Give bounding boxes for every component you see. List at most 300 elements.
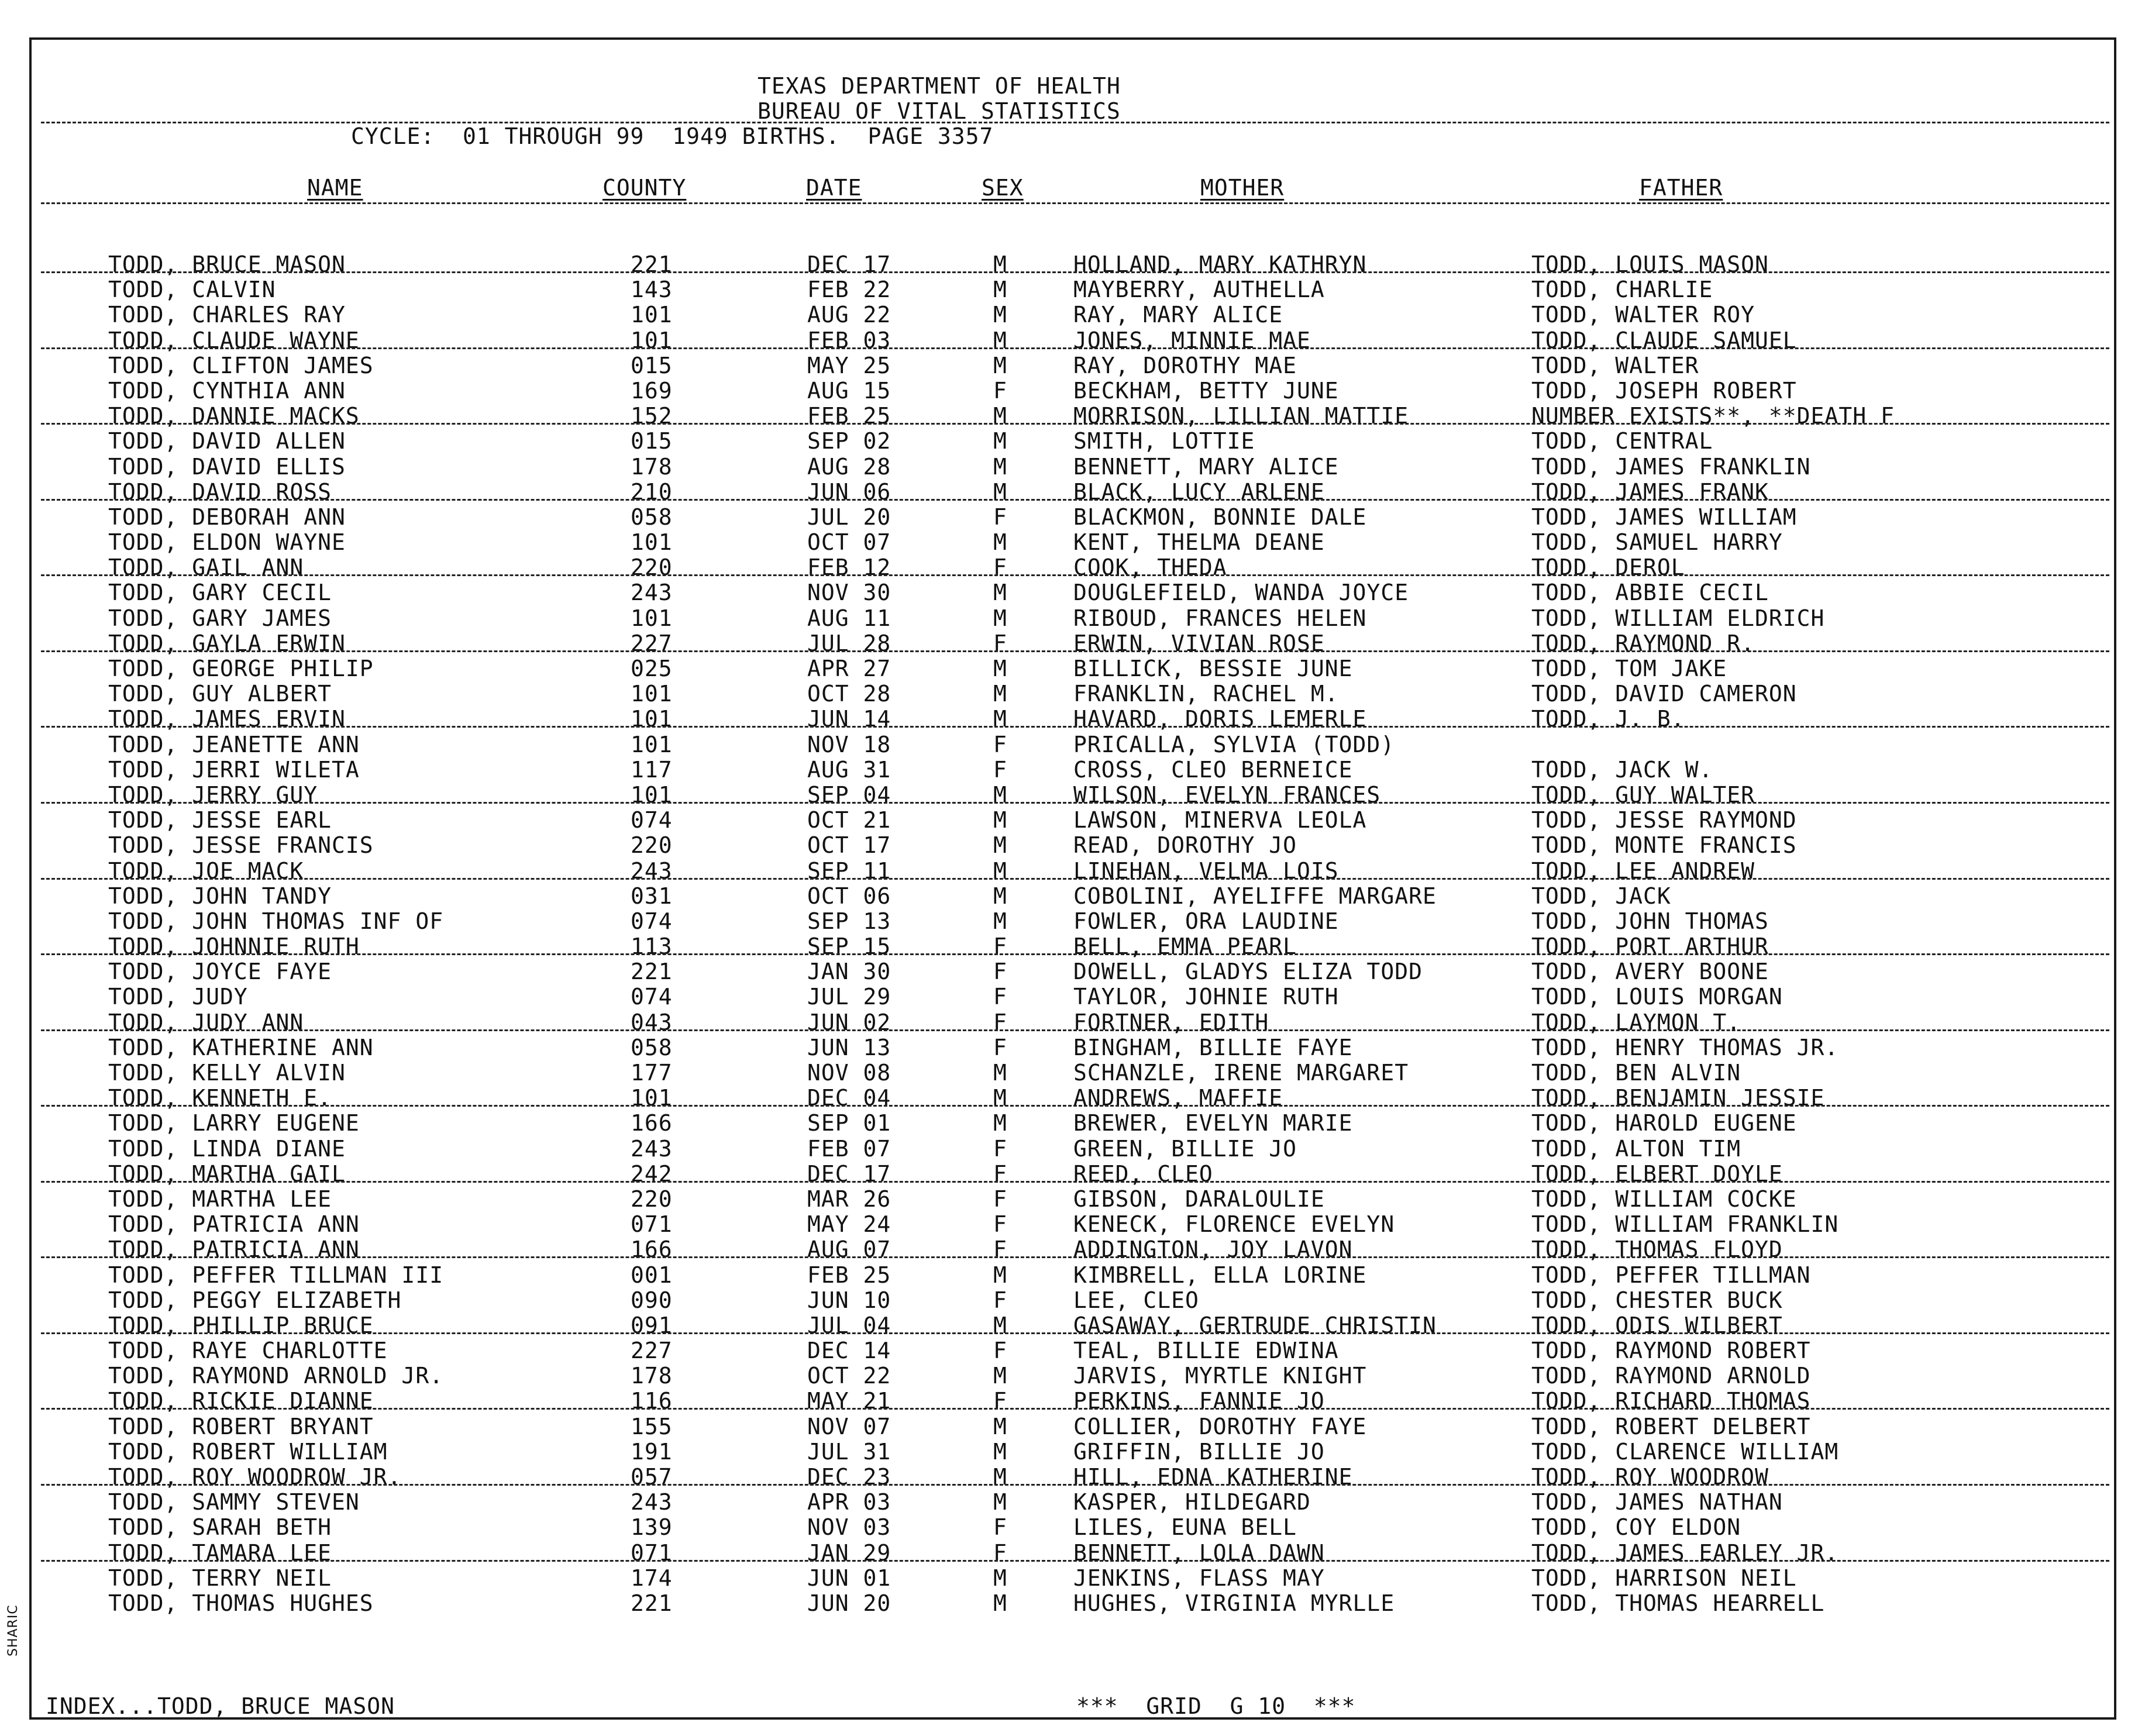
sex-cell: F — [993, 1287, 1007, 1313]
date-cell: FEB 07 — [807, 1135, 891, 1162]
name-cell: TODD, MARTHA GAIL — [108, 1160, 346, 1187]
table-row — [0, 935, 2145, 960]
father-cell: TODD, SAMUEL HARRY — [1531, 529, 1783, 556]
county-cell: 169 — [631, 377, 673, 404]
column-header-father: FATHER — [1639, 175, 1723, 201]
name-cell: TODD, CLAUDE WAYNE — [108, 327, 360, 353]
table-row — [0, 480, 2145, 505]
date-cell: AUG 28 — [807, 453, 891, 480]
mother-cell: KASPER, HILDEGARD — [1073, 1489, 1311, 1515]
mother-cell: BREWER, EVELYN MARIE — [1073, 1110, 1353, 1136]
father-cell: TODD, JESSE RAYMOND — [1531, 807, 1797, 833]
sex-cell: M — [993, 277, 1007, 303]
county-cell: 101 — [631, 706, 673, 732]
date-cell: MAR 26 — [807, 1186, 891, 1212]
sex-cell: M — [993, 428, 1007, 454]
table-row — [0, 707, 2145, 732]
sex-cell: F — [993, 1160, 1007, 1187]
mother-cell: RAY, MARY ALICE — [1073, 302, 1283, 328]
sex-cell: F — [993, 1034, 1007, 1060]
county-cell: 101 — [631, 605, 673, 631]
column-header-name: NAME — [307, 175, 363, 201]
father-cell: TODD, WILLIAM ELDRICH — [1531, 605, 1825, 631]
mother-cell: LILES, EUNA BELL — [1073, 1514, 1297, 1541]
county-cell: 101 — [631, 302, 673, 328]
father-cell: TODD, COY ELDON — [1531, 1514, 1741, 1541]
sex-cell: M — [993, 781, 1007, 808]
county-cell: 113 — [631, 934, 673, 960]
date-cell: AUG 22 — [807, 302, 891, 328]
table-row — [0, 581, 2145, 606]
table-row — [0, 859, 2145, 884]
sex-cell: F — [993, 731, 1007, 757]
county-cell: 001 — [631, 1262, 673, 1288]
mother-cell: READ, DOROTHY JO — [1073, 832, 1297, 859]
county-cell: 074 — [631, 984, 673, 1010]
name-cell: TODD, PATRICIA ANN — [108, 1211, 360, 1238]
name-cell: TODD, GARY CECIL — [108, 580, 332, 606]
date-cell: SEP 02 — [807, 428, 891, 454]
date-cell: FEB 25 — [807, 403, 891, 429]
father-cell: TODD, ODIS WILBERT — [1531, 1312, 1783, 1338]
county-cell: 101 — [631, 529, 673, 556]
date-cell: DEC 17 — [807, 1160, 891, 1187]
father-cell: TODD, RAYMOND ROBERT — [1531, 1338, 1811, 1364]
name-cell: TODD, JOHN THOMAS INF OF — [108, 908, 444, 934]
table-row — [0, 556, 2145, 581]
cycle-line: CYCLE: 01 THROUGH 99 1949 BIRTHS. PAGE 3357 — [351, 123, 994, 149]
table-row — [0, 833, 2145, 859]
mother-cell: BINGHAM, BILLIE FAYE — [1073, 1034, 1353, 1060]
sex-cell: M — [993, 1060, 1007, 1086]
column-header-sex: SEX — [982, 175, 1024, 201]
county-cell: 071 — [631, 1211, 673, 1238]
table-row — [0, 682, 2145, 707]
name-cell: TODD, LARRY EUGENE — [108, 1110, 360, 1136]
table-row — [0, 733, 2145, 758]
name-cell: TODD, JERRY GUY — [108, 781, 318, 808]
mother-cell: HILL, EDNA KATHERINE — [1073, 1464, 1353, 1490]
date-cell: DEC 04 — [807, 1085, 891, 1111]
sex-cell: M — [993, 252, 1007, 277]
name-cell: TODD, JOHN TANDY — [108, 883, 332, 909]
name-cell: TODD, KELLY ALVIN — [108, 1060, 346, 1086]
county-cell: 071 — [631, 1539, 673, 1566]
mother-cell: COLLIER, DOROTHY FAYE — [1073, 1413, 1367, 1439]
father-cell: TODD, JAMES EARLEY JR. — [1531, 1539, 1839, 1566]
sex-cell: M — [993, 529, 1007, 556]
father-cell: TODD, J. B. — [1531, 706, 1685, 732]
sex-cell: F — [993, 756, 1007, 783]
father-cell: TODD, ROBERT DELBERT — [1531, 1413, 1811, 1439]
name-cell: TODD, JAMES ERVIN — [108, 706, 346, 732]
father-cell: TODD, CENTRAL — [1531, 428, 1713, 454]
sex-cell: F — [993, 1539, 1007, 1566]
sex-cell: M — [993, 580, 1007, 606]
table-row — [0, 1490, 2145, 1515]
sex-cell: M — [993, 1363, 1007, 1389]
table-row — [0, 783, 2145, 808]
mother-cell: JENKINS, FLASS MAY — [1073, 1565, 1325, 1591]
name-cell: TODD, DAVID ROSS — [108, 478, 332, 505]
county-cell: 074 — [631, 908, 673, 934]
name-cell: TODD, TERRY NEIL — [108, 1565, 332, 1591]
table-row — [0, 1415, 2145, 1440]
table-row — [0, 1566, 2145, 1592]
mother-cell: LAWSON, MINERVA LEOLA — [1073, 807, 1367, 833]
name-cell: TODD, PATRICIA ANN — [108, 1236, 360, 1263]
county-cell: 243 — [631, 580, 673, 606]
mother-cell: MORRISON, LILLIAN MATTIE — [1073, 403, 1409, 429]
mother-cell: REED, CLEO — [1073, 1160, 1213, 1187]
father-cell: TODD, WILLIAM FRANKLIN — [1531, 1211, 1839, 1238]
name-cell: TODD, CLIFTON JAMES — [108, 352, 374, 378]
county-cell: 058 — [631, 1034, 673, 1060]
mother-cell: BENNETT, MARY ALICE — [1073, 453, 1339, 480]
father-cell: TODD, CLAUDE SAMUEL — [1531, 327, 1797, 353]
mother-cell: MAYBERRY, AUTHELLA — [1073, 277, 1325, 303]
date-cell: AUG 31 — [807, 756, 891, 783]
table-row — [0, 1086, 2145, 1111]
county-cell: 101 — [631, 681, 673, 707]
table-row — [0, 632, 2145, 657]
side-mark: SHARIC — [6, 1604, 20, 1656]
sex-cell: M — [993, 681, 1007, 707]
date-cell: OCT 07 — [807, 529, 891, 556]
sex-cell: M — [993, 883, 1007, 909]
mother-cell: KENECK, FLORENCE EVELYN — [1073, 1211, 1395, 1238]
table-row — [0, 429, 2145, 454]
mother-cell: RAY, DOROTHY MAE — [1073, 352, 1297, 378]
father-cell: TODD, JAMES FRANK — [1531, 478, 1769, 505]
father-cell: TODD, LOUIS MORGAN — [1531, 984, 1783, 1010]
sex-cell: M — [993, 302, 1007, 328]
mother-cell: ERWIN, VIVIAN ROSE — [1073, 630, 1325, 656]
table-row — [0, 1137, 2145, 1162]
name-cell: TODD, ELDON WAYNE — [108, 529, 346, 556]
sex-cell: F — [993, 1211, 1007, 1238]
date-cell: MAY 21 — [807, 1388, 891, 1414]
name-cell: TODD, MARTHA LEE — [108, 1186, 332, 1212]
table-row — [0, 1389, 2145, 1414]
table-row — [0, 1314, 2145, 1339]
table-row — [0, 960, 2145, 985]
name-cell: TODD, TAMARA LEE — [108, 1539, 332, 1566]
father-cell: TODD, LEE ANDREW — [1531, 857, 1755, 884]
date-cell: JUL 31 — [807, 1438, 891, 1465]
table-row — [0, 1036, 2145, 1061]
name-cell: TODD, CYNTHIA ANN — [108, 377, 346, 404]
county-cell: 117 — [631, 756, 673, 783]
county-cell: 220 — [631, 832, 673, 859]
mother-cell: FRANKLIN, RACHEL M. — [1073, 681, 1339, 707]
name-cell: TODD, SARAH BETH — [108, 1514, 332, 1541]
name-cell: TODD, KATHERINE ANN — [108, 1034, 374, 1060]
father-cell: TODD, HARRISON NEIL — [1531, 1565, 1797, 1591]
sex-cell: M — [993, 832, 1007, 859]
father-cell: NUMBER EXISTS**, **DEATH F — [1531, 403, 1895, 429]
mother-cell: SCHANZLE, IRENE MARGARET — [1073, 1060, 1409, 1086]
date-cell: SEP 11 — [807, 857, 891, 884]
county-cell: 139 — [631, 1514, 673, 1541]
county-cell: 243 — [631, 1135, 673, 1162]
date-cell: APR 03 — [807, 1489, 891, 1515]
mother-cell: RIBOUD, FRANCES HELEN — [1073, 605, 1367, 631]
date-cell: SEP 04 — [807, 781, 891, 808]
mother-cell: HUGHES, VIRGINIA MYRLLE — [1073, 1590, 1395, 1616]
name-cell: TODD, JESSE EARL — [108, 807, 332, 833]
father-cell: TODD, JOHN THOMAS — [1531, 908, 1769, 934]
father-cell: TODD, HENRY THOMAS JR. — [1531, 1034, 1839, 1060]
county-cell: 015 — [631, 352, 673, 378]
sex-cell: F — [993, 1236, 1007, 1263]
date-cell: OCT 21 — [807, 807, 891, 833]
date-cell: JUN 14 — [807, 706, 891, 732]
table-row — [0, 1541, 2145, 1566]
name-cell: TODD, GAIL ANN — [108, 554, 304, 581]
mother-cell: FOWLER, ORA LAUDINE — [1073, 908, 1339, 934]
name-cell: TODD, DAVID ALLEN — [108, 428, 346, 454]
county-cell: 101 — [631, 327, 673, 353]
table-row — [0, 1011, 2145, 1036]
name-cell: TODD, THOMAS HUGHES — [108, 1590, 374, 1616]
mother-cell: BILLICK, BESSIE JUNE — [1073, 656, 1353, 681]
grid-footer: *** GRID G 10 *** — [1076, 1693, 1356, 1719]
date-cell: SEP 01 — [807, 1110, 891, 1136]
county-cell: 152 — [631, 403, 673, 429]
mother-cell: BLACK, LUCY ARLENE — [1073, 478, 1325, 505]
records-table — [0, 253, 2145, 1617]
name-cell: TODD, DEBORAH ANN — [108, 504, 346, 530]
sex-cell: F — [993, 1514, 1007, 1541]
county-cell: 101 — [631, 1085, 673, 1111]
sex-cell: M — [993, 908, 1007, 934]
table-row — [0, 455, 2145, 480]
table-row — [0, 1111, 2145, 1136]
mother-cell: KENT, THELMA DEANE — [1073, 529, 1325, 556]
date-cell: MAY 25 — [807, 352, 891, 378]
sex-cell: M — [993, 1464, 1007, 1490]
mother-cell: GIBSON, DARALOULIE — [1073, 1186, 1325, 1212]
table-row — [0, 1162, 2145, 1187]
mother-cell: BENNETT, LOLA DAWN — [1073, 1539, 1325, 1566]
table-row — [0, 1364, 2145, 1389]
mother-cell: PERKINS, FANNIE JO — [1073, 1388, 1325, 1414]
name-cell: TODD, RICKIE DIANNE — [108, 1388, 374, 1414]
county-cell: 178 — [631, 453, 673, 480]
date-cell: DEC 14 — [807, 1338, 891, 1364]
date-cell: NOV 08 — [807, 1060, 891, 1086]
sex-cell: M — [993, 1489, 1007, 1515]
county-cell: 031 — [631, 883, 673, 909]
date-cell: AUG 15 — [807, 377, 891, 404]
name-cell: TODD, RAYE CHARLOTTE — [108, 1338, 388, 1364]
father-cell: TODD, PORT ARTHUR — [1531, 934, 1769, 960]
name-cell: TODD, JEANETTE ANN — [108, 731, 360, 757]
table-row — [0, 354, 2145, 379]
name-cell: TODD, JESSE FRANCIS — [108, 832, 374, 859]
date-cell: SEP 15 — [807, 934, 891, 960]
county-cell: 243 — [631, 1489, 673, 1515]
table-row — [0, 607, 2145, 632]
name-cell: TODD, ROBERT BRYANT — [108, 1413, 374, 1439]
father-cell: TODD, LOUIS MASON — [1531, 252, 1769, 277]
father-cell: TODD, JAMES WILLIAM — [1531, 504, 1797, 530]
father-cell: TODD, CHARLIE — [1531, 277, 1713, 303]
county-cell: 242 — [631, 1160, 673, 1187]
date-cell: JUN 02 — [807, 1009, 891, 1035]
mother-cell: KIMBRELL, ELLA LORINE — [1073, 1262, 1367, 1288]
father-cell: TODD, LAYMON T. — [1531, 1009, 1741, 1035]
mother-cell: JONES, MINNIE MAE — [1073, 327, 1311, 353]
county-cell: 166 — [631, 1110, 673, 1136]
date-cell: JUL 20 — [807, 504, 891, 530]
table-row — [0, 505, 2145, 531]
date-cell: APR 27 — [807, 656, 891, 681]
sex-cell: F — [993, 1135, 1007, 1162]
name-cell: TODD, CHARLES RAY — [108, 302, 346, 328]
father-cell: TODD, CHESTER BUCK — [1531, 1287, 1783, 1313]
sex-cell: F — [993, 554, 1007, 581]
mother-cell: GREEN, BILLIE JO — [1073, 1135, 1297, 1162]
date-cell: OCT 22 — [807, 1363, 891, 1389]
county-cell: 220 — [631, 554, 673, 581]
sex-cell: M — [993, 857, 1007, 884]
name-cell: TODD, ROY WOODROW JR. — [108, 1464, 402, 1490]
date-cell: FEB 12 — [807, 554, 891, 581]
name-cell: TODD, JOHNNIE RUTH — [108, 934, 360, 960]
sex-cell: M — [993, 1590, 1007, 1616]
date-cell: NOV 07 — [807, 1413, 891, 1439]
table-row — [0, 253, 2145, 278]
county-cell: 243 — [631, 857, 673, 884]
date-cell: NOV 18 — [807, 731, 891, 757]
table-row — [0, 884, 2145, 910]
mother-cell: ANDREWS, MAFFIE — [1073, 1085, 1283, 1111]
name-cell: TODD, GEORGE PHILIP — [108, 656, 374, 681]
father-cell: TODD, WALTER — [1531, 352, 1699, 378]
father-cell: TODD, JACK — [1531, 883, 1671, 909]
name-cell: TODD, CALVIN — [108, 277, 276, 303]
sex-cell: F — [993, 1388, 1007, 1414]
sex-cell: F — [993, 1186, 1007, 1212]
father-cell: TODD, ABBIE CECIL — [1531, 580, 1769, 606]
sex-cell: M — [993, 1262, 1007, 1288]
name-cell: TODD, JOYCE FAYE — [108, 959, 332, 985]
mother-cell: PRICALLA, SYLVIA (TODD) — [1073, 731, 1395, 757]
table-row — [0, 278, 2145, 303]
name-cell: TODD, JERRI WILETA — [108, 756, 360, 783]
table-row — [0, 1061, 2145, 1086]
county-cell: 221 — [631, 959, 673, 985]
name-cell: TODD, GAYLA ERWIN — [108, 630, 346, 656]
name-cell: TODD, GARY JAMES — [108, 605, 332, 631]
father-cell: TODD, DAVID CAMERON — [1531, 681, 1797, 707]
county-cell: 101 — [631, 731, 673, 757]
father-cell: TODD, HAROLD EUGENE — [1531, 1110, 1797, 1136]
county-cell: 074 — [631, 807, 673, 833]
sex-cell: F — [993, 934, 1007, 960]
table-row — [0, 1213, 2145, 1238]
county-cell: 221 — [631, 1590, 673, 1616]
name-cell: TODD, DAVID ELLIS — [108, 453, 346, 480]
county-cell: 091 — [631, 1312, 673, 1338]
county-cell: 220 — [631, 1186, 673, 1212]
mother-cell: LEE, CLEO — [1073, 1287, 1199, 1313]
father-cell: TODD, PEFFER TILLMAN — [1531, 1262, 1811, 1288]
sex-cell: F — [993, 1338, 1007, 1364]
date-cell: FEB 22 — [807, 277, 891, 303]
mother-cell: COBOLINI, AYELIFFE MARGARE — [1073, 883, 1437, 909]
date-cell: JUN 20 — [807, 1590, 891, 1616]
table-row — [0, 379, 2145, 404]
father-cell: TODD, ROY WOODROW — [1531, 1464, 1769, 1490]
father-cell: TODD, JAMES NATHAN — [1531, 1489, 1783, 1515]
date-cell: OCT 17 — [807, 832, 891, 859]
date-cell: FEB 03 — [807, 327, 891, 353]
sex-cell: M — [993, 403, 1007, 429]
sex-cell: M — [993, 327, 1007, 353]
table-row — [0, 1339, 2145, 1364]
county-cell: 090 — [631, 1287, 673, 1313]
date-cell: OCT 28 — [807, 681, 891, 707]
sex-cell: M — [993, 706, 1007, 732]
name-cell: TODD, PEFFER TILLMAN III — [108, 1262, 444, 1288]
date-cell: JAN 30 — [807, 959, 891, 985]
table-row — [0, 657, 2145, 682]
name-cell: TODD, BRUCE MASON — [108, 252, 346, 277]
date-cell: OCT 06 — [807, 883, 891, 909]
column-header-county: COUNTY — [602, 175, 687, 201]
father-cell: TODD, JOSEPH ROBERT — [1531, 377, 1797, 404]
father-cell: TODD, JAMES FRANKLIN — [1531, 453, 1811, 480]
date-cell: JUL 04 — [807, 1312, 891, 1338]
date-cell: AUG 11 — [807, 605, 891, 631]
mother-cell: GRIFFIN, BILLIE JO — [1073, 1438, 1325, 1465]
table-row — [0, 329, 2145, 354]
sex-cell: M — [993, 1085, 1007, 1111]
father-cell: TODD, CLARENCE WILLIAM — [1531, 1438, 1839, 1465]
mother-cell: LINEHAN, VELMA LOIS — [1073, 857, 1339, 884]
county-cell: 058 — [631, 504, 673, 530]
county-cell: 015 — [631, 428, 673, 454]
father-cell: TODD, JACK W. — [1531, 756, 1713, 783]
mother-cell: WILSON, EVELYN FRANCES — [1073, 781, 1381, 808]
father-cell: TODD, GUY WALTER — [1531, 781, 1755, 808]
date-cell: DEC 17 — [807, 252, 891, 277]
county-cell: 221 — [631, 252, 673, 277]
table-row — [0, 910, 2145, 935]
county-cell: 116 — [631, 1388, 673, 1414]
date-cell: AUG 07 — [807, 1236, 891, 1263]
sex-cell: M — [993, 453, 1007, 480]
mother-cell: DOUGLEFIELD, WANDA JOYCE — [1073, 580, 1409, 606]
sex-cell: M — [993, 605, 1007, 631]
column-header-date: DATE — [806, 175, 862, 201]
mother-cell: JARVIS, MYRTLE KNIGHT — [1073, 1363, 1367, 1389]
mother-cell: TAYLOR, JOHNIE RUTH — [1073, 984, 1339, 1010]
father-cell: TODD, AVERY BOONE — [1531, 959, 1769, 985]
table-row — [0, 1187, 2145, 1213]
header-rule-bottom — [41, 202, 2109, 204]
date-cell: JUL 28 — [807, 630, 891, 656]
name-cell: TODD, RAYMOND ARNOLD JR. — [108, 1363, 444, 1389]
name-cell: TODD, PEGGY ELIZABETH — [108, 1287, 402, 1313]
name-cell: TODD, JOE MACK — [108, 857, 304, 884]
county-cell: 191 — [631, 1438, 673, 1465]
mother-cell: FORTNER, EDITH — [1073, 1009, 1269, 1035]
father-cell: TODD, BEN ALVIN — [1531, 1060, 1741, 1086]
